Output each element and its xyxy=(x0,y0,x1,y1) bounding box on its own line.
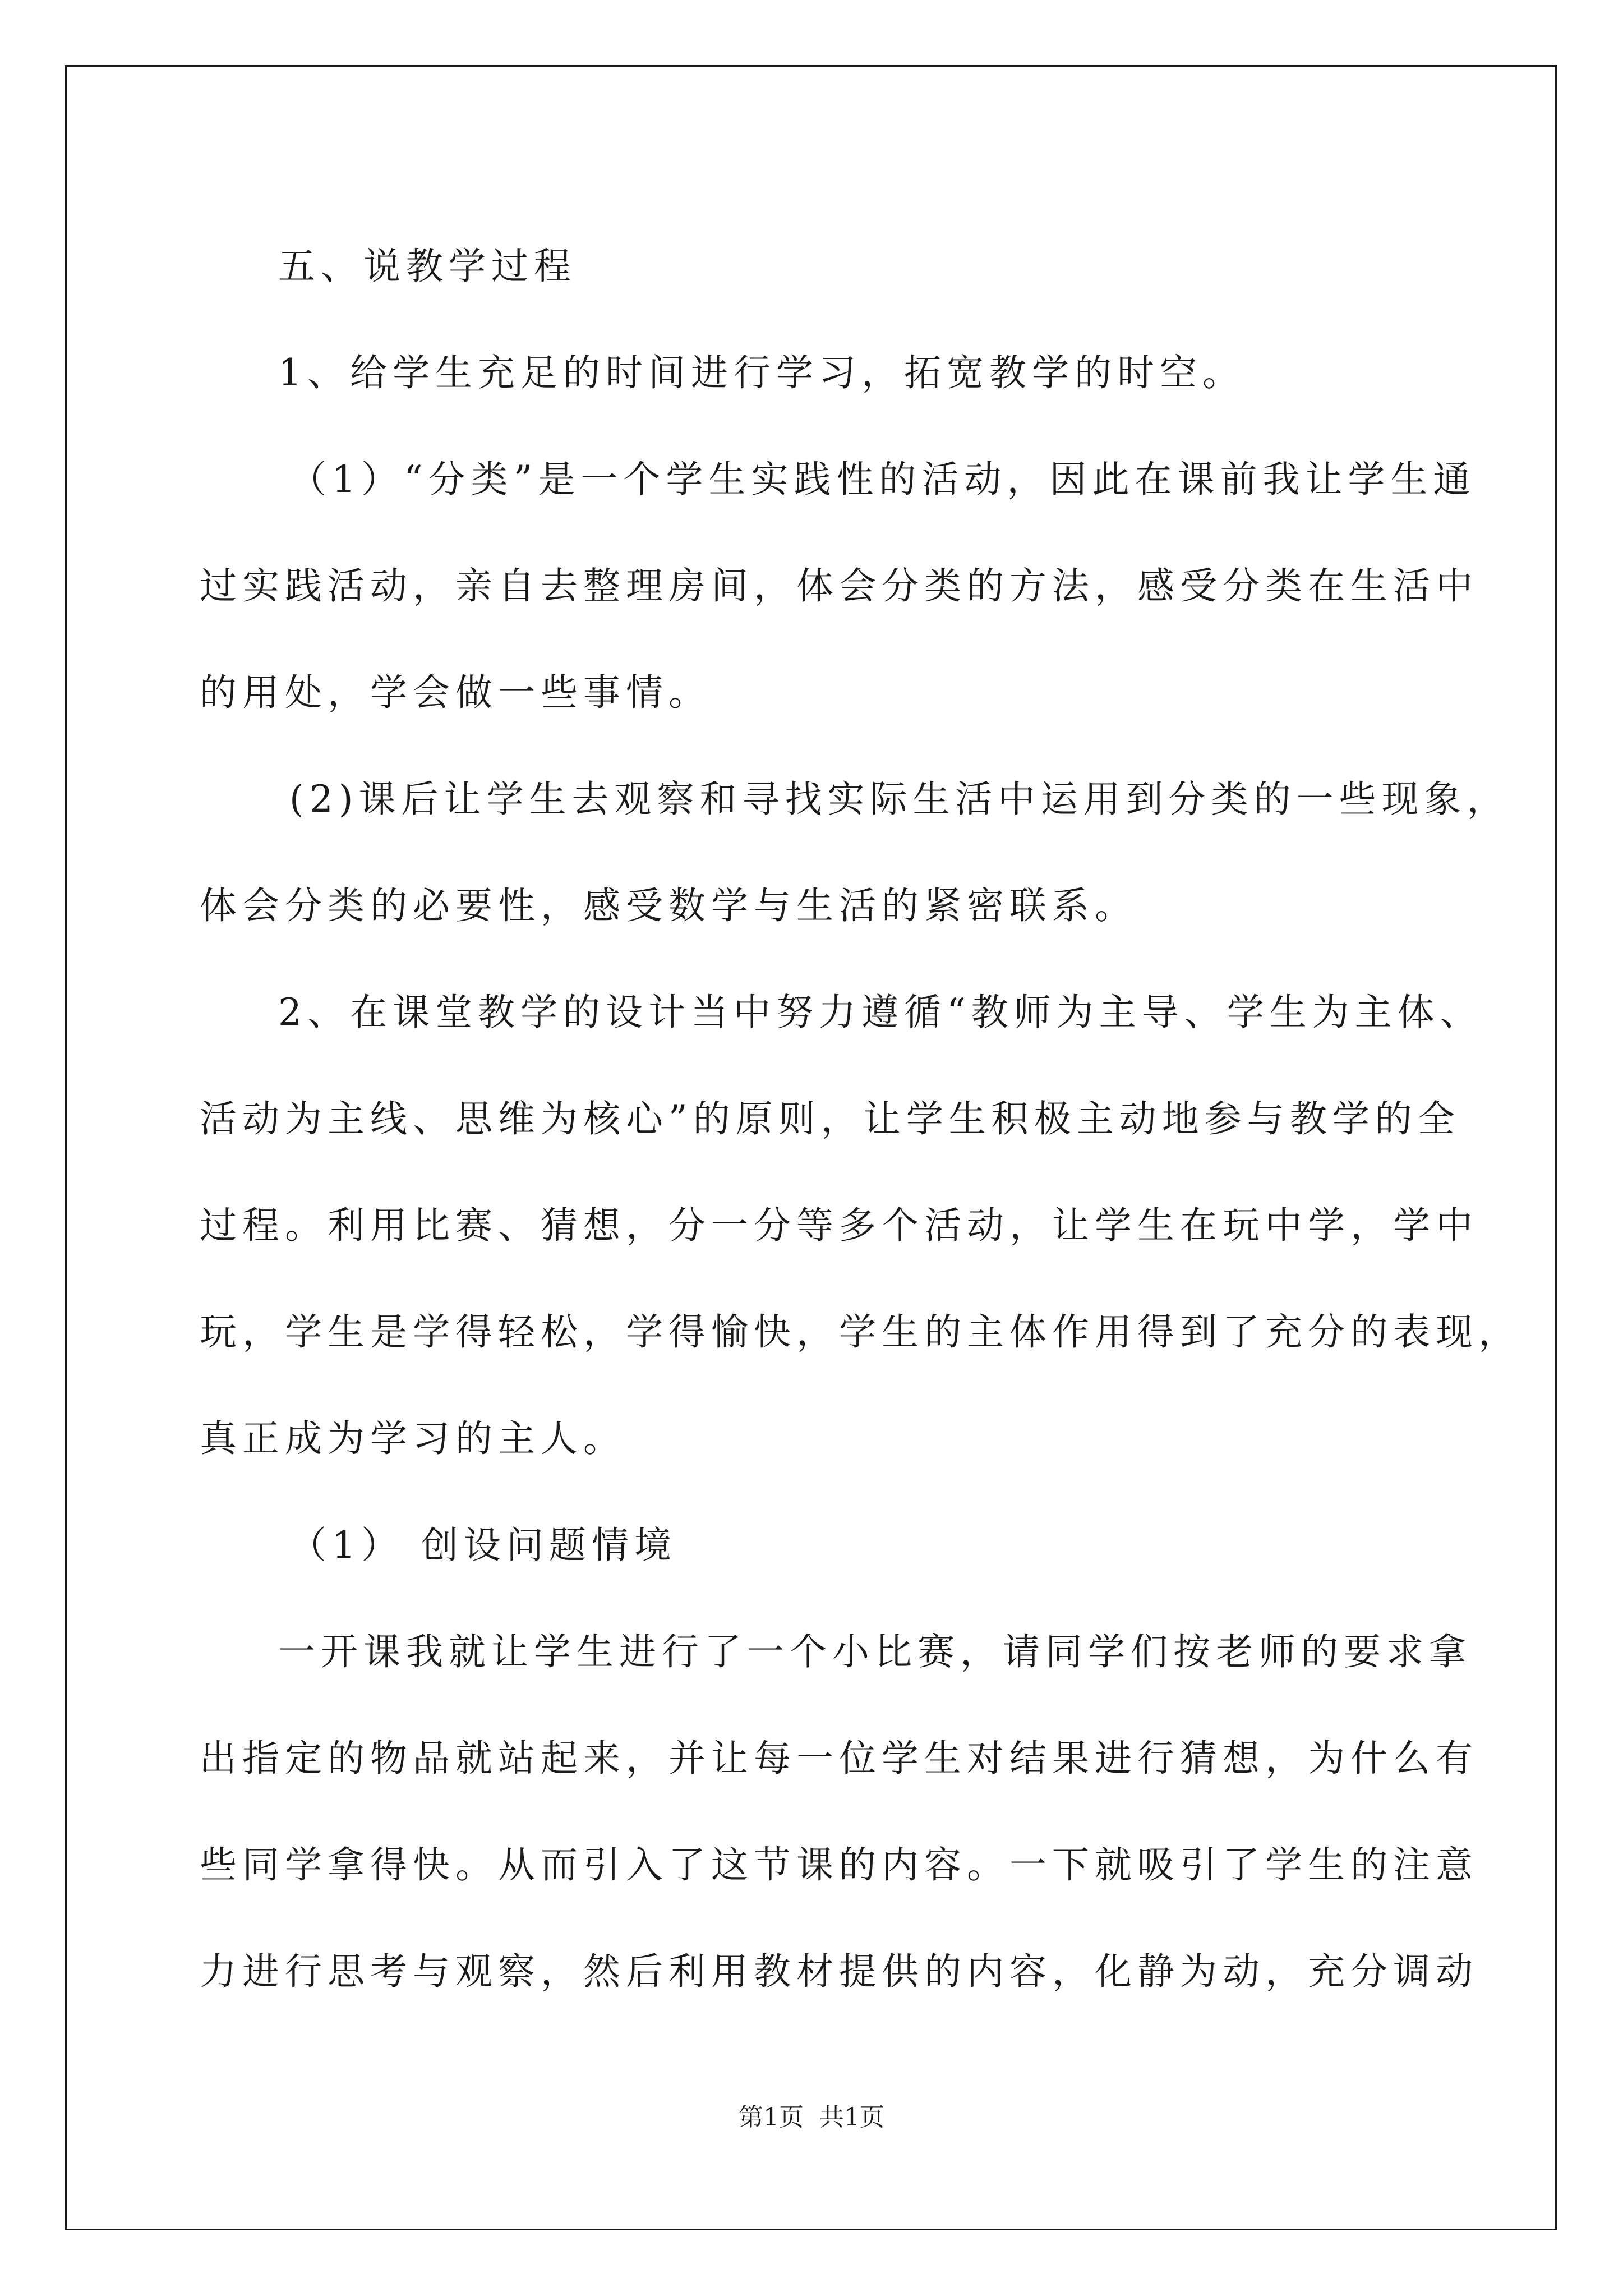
text-line: 活动为主线、思维为核心”的原则，让学生积极主动地参与教学的全 xyxy=(200,1097,1460,1140)
text-line: 过实践活动，亲自去整理房间，体会分类的方法，感受分类在生活中 xyxy=(200,564,1478,608)
text-line: 一开课我就让学生进行了一个小比赛，请同学们按老师的要求拿 xyxy=(278,1630,1472,1673)
document-body xyxy=(200,213,1521,2025)
text-line: 五、说教学过程 xyxy=(278,245,577,288)
text-line: 玩，学生是学得轻松，学得愉快，学生的主体作用得到了充分的表现， xyxy=(200,1310,1521,1354)
text-line: 1、给学生充足的时间进行学习，拓宽教学的时空。 xyxy=(278,351,1245,394)
text-line: 体会分类的必要性，感受数学与生活的紧密联系。 xyxy=(200,884,1137,927)
text-line: (2)课后让学生去观察和寻找实际生活中运用到分类的一些现象， xyxy=(289,777,1510,821)
text-line: 出指定的物品就站起来，并让每一位学生对结果进行猜想，为什么有 xyxy=(200,1737,1478,1780)
text-line: （1） 创设问题情境 xyxy=(289,1524,677,1567)
text-line: （1）“分类”是一个学生实践性的活动，因此在课前我让学生通 xyxy=(289,458,1476,501)
text-line: 的用处，学会做一些事情。 xyxy=(200,671,711,714)
text-line: 真正成为学习的主人。 xyxy=(200,1417,626,1460)
text-line: 力进行思考与观察，然后利用教材提供的内容，化静为动，充分调动 xyxy=(200,1950,1478,1993)
text-line: 2、在课堂教学的设计当中努力遵循“教师为主导、学生为主体、 xyxy=(278,991,1483,1034)
text-line: 过程。利用比赛、猜想，分一分等多个活动，让学生在玩中学，学中 xyxy=(200,1204,1478,1247)
text-line: 些同学拿得快。从而引入了这节课的内容。一下就吸引了学生的注意 xyxy=(200,1843,1478,1887)
page-footer: 第1页 共1页 xyxy=(739,2103,884,2132)
